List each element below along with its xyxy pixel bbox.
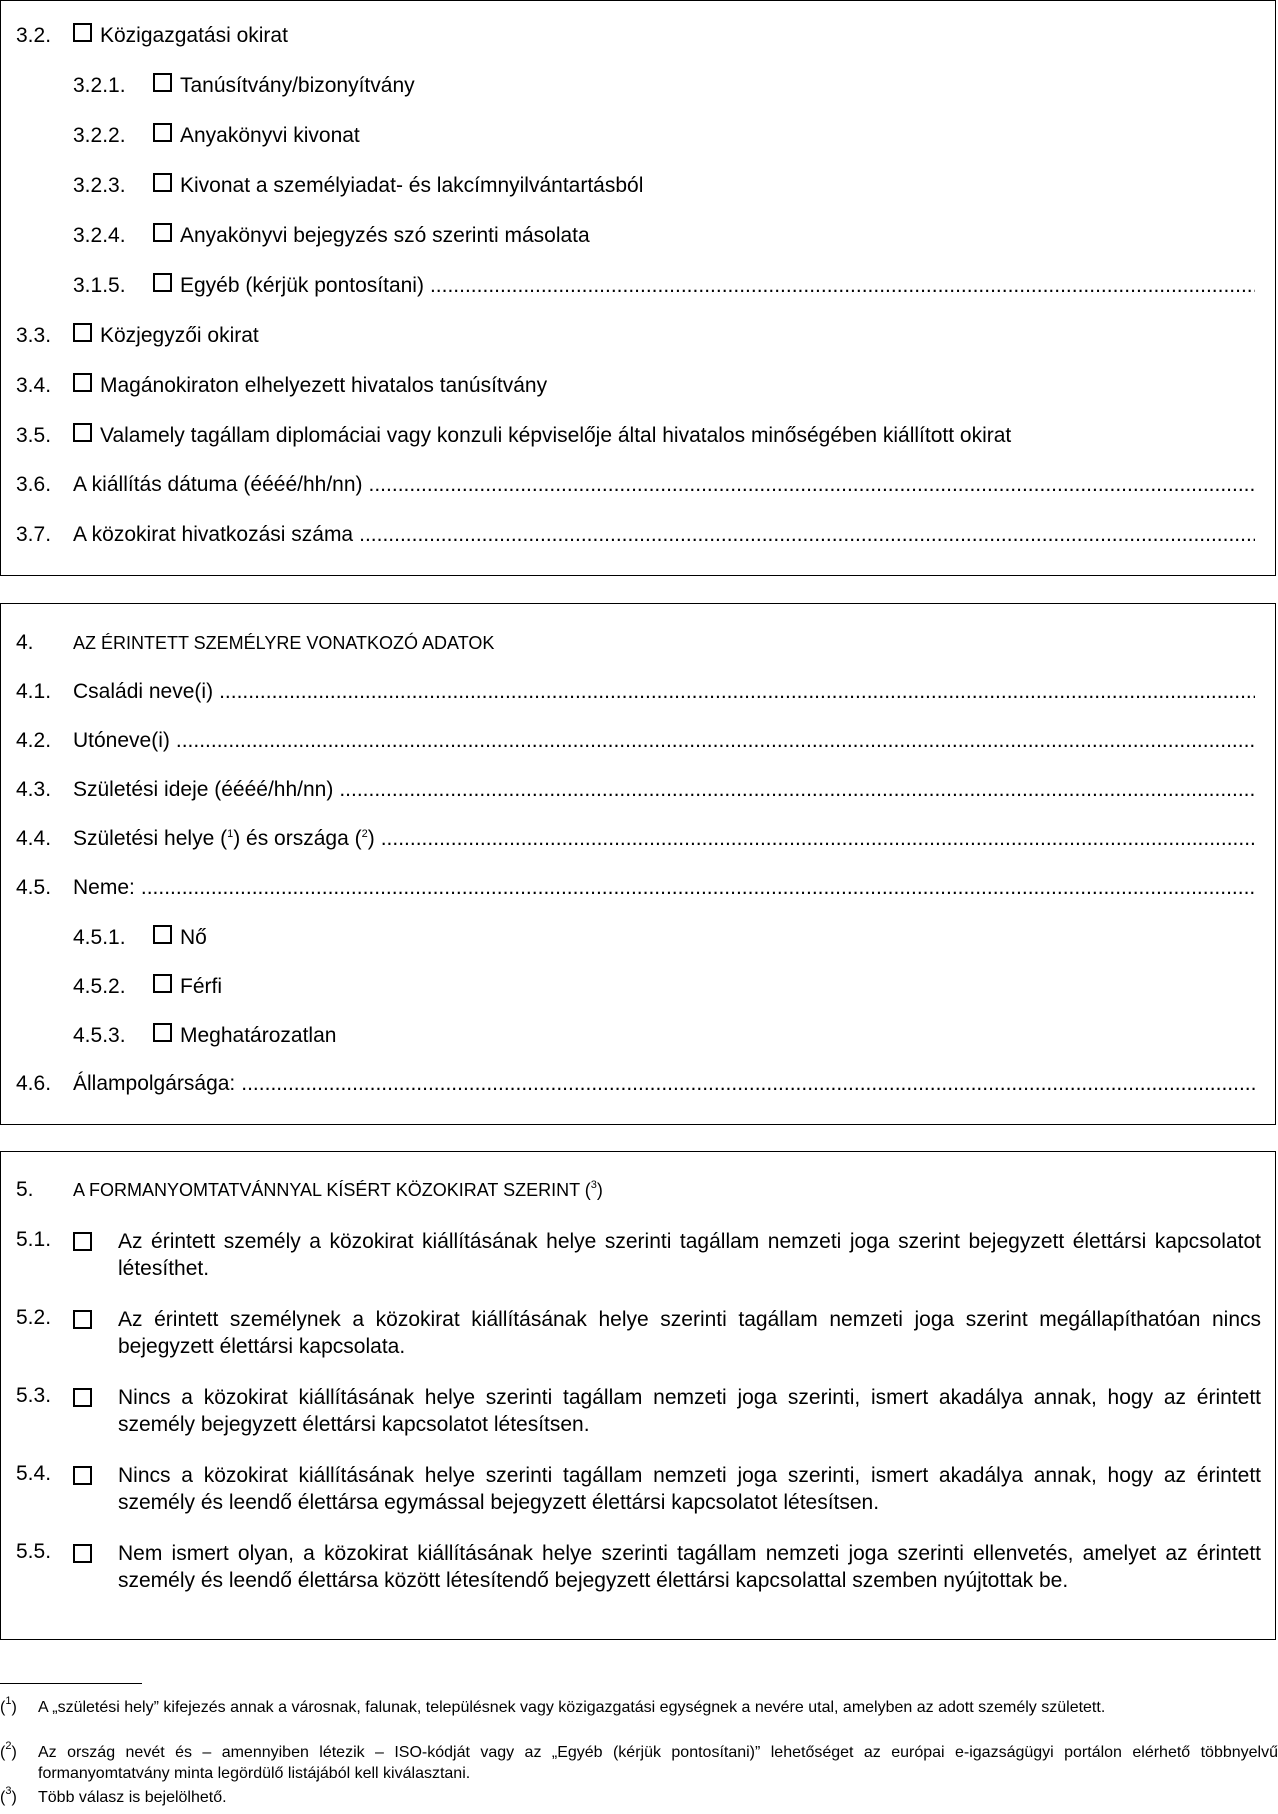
item-number: 5.4. [16,1462,52,1485]
item-label: Állampolgársága: [73,1072,236,1095]
checkbox[interactable] [73,1544,92,1563]
item-number: 3.2.1. [73,74,126,97]
fill-in-line[interactable] [219,680,1255,704]
item-label: Férfi [180,975,222,998]
checkbox[interactable] [73,323,92,342]
item-number: 4.5.2. [73,975,126,998]
item-text: Az érintett személy a közokirat kiállításának helye szerinti tagállam nemzeti joga szerint bejegyzett élettársi kapcsolatot létesíthet. [118,1230,1261,1280]
item-number: 3.1.5. [73,274,126,297]
checkbox[interactable] [153,974,172,993]
item-number: 3.2. [16,24,52,47]
item-5-3 [1,1384,1275,1444]
checkbox[interactable] [73,1310,92,1329]
fill-in-line[interactable] [369,473,1255,497]
item-number: 5.5. [16,1540,52,1563]
item-3-2-2 [73,123,360,148]
item-number: 5.1. [16,1228,52,1251]
item-4-3 [16,778,1255,802]
item-label: Meghatározatlan [180,1024,337,1047]
section-title: A FORMANYOMTATVÁNNYAL KÍSÉRT KÖZOKIRAT SZERINT ($^3$) [73,1179,603,1200]
item-number: 5.3. [16,1384,52,1407]
footnote-text: Az ország nevét és – amennyiben létezik – ISO-kódját vagy az „Egyéb (kérjük pontosítani)” lehetőséget az európai e-igazságügyi portálon elérhető többnyelvű formanyomtatvány minta legördülő listájából kell kiválasztani. [38,1744,1278,1782]
item-5-1 [1,1228,1275,1288]
item-5-5 [1,1540,1275,1630]
item-label: Születési ideje (éééé/hh/nn) [73,778,334,801]
checkbox[interactable] [153,173,172,192]
item-label: Születési helye ($^1$) és országa ($^2$) [73,827,375,850]
item-number: 3.2.4. [73,224,126,247]
footnote-mark: ($^3$) [0,1785,17,1806]
fill-in-line[interactable] [381,827,1255,851]
item-label: Családi neve(i) [73,680,214,703]
item-number: 4.6. [16,1072,52,1095]
item-label: Tanúsítvány/bizonyítvány [180,74,415,97]
footnote-mark: ($^2$) [0,1740,17,1761]
item-number: 3.5. [16,424,52,447]
item-3-7 [16,523,1255,547]
item-4-1 [16,680,1255,704]
item-label: A közokirat hivatkozási száma [73,523,354,546]
item-number: 4.3. [16,778,52,801]
item-number: 3.4. [16,374,52,397]
item-3-2-4 [73,223,590,248]
checkbox[interactable] [153,123,172,142]
item-3-2-3 [73,173,643,198]
item-4-5-2 [73,974,222,999]
checkbox[interactable] [73,1232,92,1251]
fill-in-line[interactable] [430,274,1255,298]
item-text: Az érintett személynek a közokirat kiállításának helye szerinti tagállam nemzeti joga szerint megállapíthatóan nincs bejegyzett élettársi kapcsolata. [118,1308,1261,1358]
item-4-4 [16,827,1255,851]
item-label: Anyakönyvi kivonat [180,124,360,147]
item-number: 4.5. [16,876,52,899]
footnote-text: A „születési hely” kifejezés annak a városnak, falunak, településnek vagy közigazgatási egységnek a nevére utal, amelyben az adott személy született. [38,1699,1106,1716]
footnote-ref-3[interactable]: 3 [590,1179,597,1191]
checkbox[interactable] [73,373,92,392]
item-3-4 [16,373,547,398]
footnote-separator [0,1683,142,1684]
footnote-mark: ($^1$) [0,1695,17,1716]
item-number: 4.2. [16,729,52,752]
item-label: Kivonat a személyiadat- és lakcímnyilvántartásból [180,174,644,197]
item-label: Egyéb (kérjük pontosítani) [180,274,424,297]
checkbox[interactable] [153,223,172,242]
item-number: 5.2. [16,1306,52,1329]
footnote-text: Több válasz is bejelölhető. [38,1789,227,1806]
section-5-box [0,1151,1276,1640]
checkbox[interactable] [153,1023,172,1042]
fill-in-line[interactable] [241,1072,1255,1096]
item-text: Nincs a közokirat kiállításának helye szerinti tagállam nemzeti joga szerinti, ismert akadálya annak, hogy az érintett személy és leendő élettársa egymással bejegyzett élettársi kapcsolatot létesítsen. [118,1464,1261,1514]
item-3-3 [16,323,259,348]
item-label: Magánokiraton elhelyezett hivatalos tanúsítvány [100,374,548,397]
item-number: 4.1. [16,680,52,703]
footnote-ref-1[interactable]: 1 [227,828,234,840]
footnote-3 [0,1787,1278,1808]
item-3-6 [16,473,1255,497]
item-4-5 [16,876,1255,900]
item-3-5 [16,423,1011,448]
item-4-6 [16,1072,1255,1096]
fill-in-line[interactable] [141,876,1255,900]
checkbox[interactable] [153,925,172,944]
item-label: A kiállítás dátuma (éééé/hh/nn) [73,473,363,496]
item-5-2 [1,1306,1275,1366]
item-label: Neme: [73,876,135,899]
item-5-4 [1,1462,1275,1522]
footnote-1 [0,1697,1278,1718]
item-label: Nő [180,926,207,949]
item-4-5-3 [73,1023,336,1048]
item-3-2-1 [73,73,415,98]
section-4-heading [16,631,494,655]
item-4-2 [16,729,1255,753]
item-4-5-1 [73,925,207,950]
checkbox[interactable] [73,23,92,42]
item-number: 3.2.2. [73,124,126,147]
checkbox[interactable] [153,273,172,292]
item-label: Valamely tagállam diplomáciai vagy konzuli képviselője által hivatalos minőségében kiállított okirat [100,424,1012,447]
item-3-2 [16,23,288,48]
fill-in-line[interactable] [359,523,1255,547]
item-3-1-5 [73,273,1255,298]
footnote-2 [0,1742,1278,1784]
section-4-box [0,603,1276,1125]
fill-in-line[interactable] [176,729,1255,753]
section-title: AZ ÉRINTETT SZEMÉLYRE VONATKOZÓ ADATOK [73,633,495,653]
item-label: Anyakönyvi bejegyzés szó szerinti másolata [180,224,590,247]
item-number: 3.7. [16,523,52,546]
item-number: 3.2.3. [73,174,126,197]
item-text: Nincs a közokirat kiállításának helye szerinti tagállam nemzeti joga szerinti, ismert akadálya annak, hogy az érintett személy bejegyzett élettársi kapcsolatot létesítsen. [118,1386,1261,1436]
checkbox[interactable] [73,1388,92,1407]
item-number: 4.5.1. [73,926,126,949]
checkbox[interactable] [153,73,172,92]
section-number: 4. [16,631,34,654]
item-label: Közigazgatási okirat [100,24,288,47]
footnote-ref-2[interactable]: 2 [361,828,368,840]
item-label: Utóneve(i) [73,729,170,752]
item-number: 4.5.3. [73,1024,126,1047]
checkbox[interactable] [73,423,92,442]
section-3-box [0,0,1276,576]
section-number: 5. [16,1178,34,1201]
fill-in-line[interactable] [339,778,1255,802]
checkbox[interactable] [73,1466,92,1485]
item-number: 3.3. [16,324,52,347]
item-number: 4.4. [16,827,52,850]
item-text: Nem ismert olyan, a közokirat kiállításának helye szerinti tagállam nemzeti joga szerinti ellenvetés, amelyet az érintett személy és leendő élettársa között létesítendő bejegyzett élettársi kapcsolattal szemben nyújtottak be. [118,1542,1261,1592]
section-5-heading [16,1178,603,1202]
item-label: Közjegyzői okirat [100,324,259,347]
item-number: 3.6. [16,473,52,496]
